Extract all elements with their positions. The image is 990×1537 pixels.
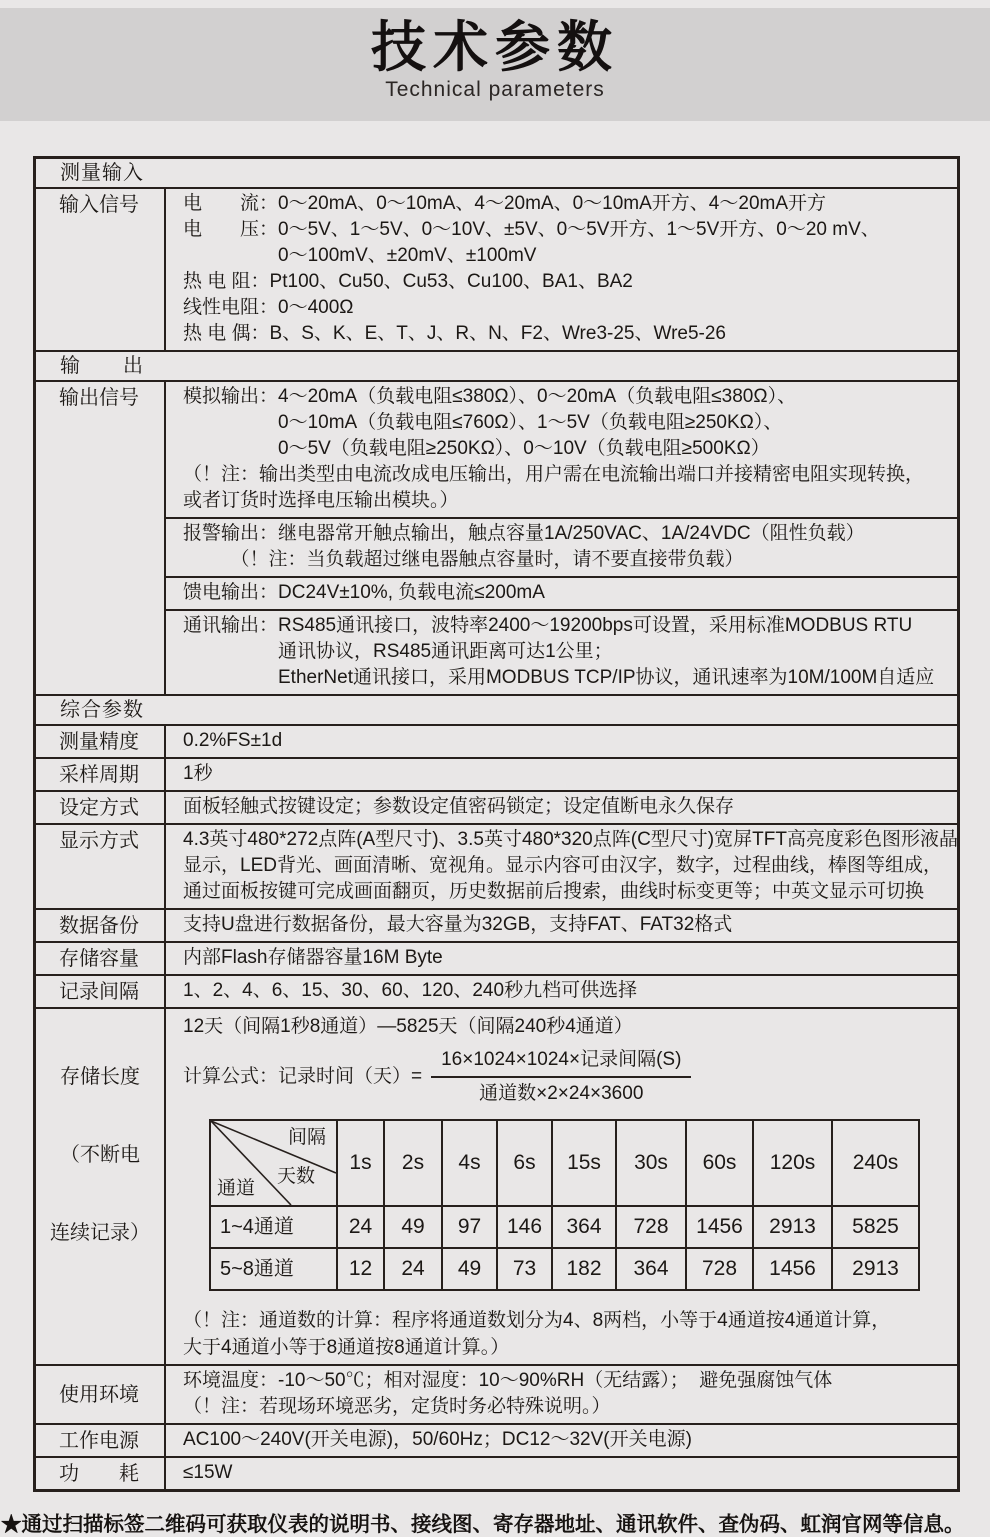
page-title: 技术参数 (370, 16, 619, 78)
row-output-signal (36, 380, 957, 694)
comm-output-block (166, 609, 957, 694)
input-signal-line: 0～100mV、±20mV、±100mV (183, 245, 537, 266)
days-table-col-header: 15s (551, 1121, 615, 1205)
section-measure-input-label: 测量输入 (60, 162, 144, 184)
days-table-cell: 1456 (685, 1207, 752, 1247)
comm-output-line: 通讯协议，RS485通讯距离可达1公里； (183, 641, 613, 662)
storage-note-line: （！注：通道数的计算：程序将通道数划分为4、8两档，小等于4通道按4通道计算， (183, 1310, 891, 1331)
analog-output-line: 0～10mA（负载电阻≤760Ω）、1～5V（负载电阻≥250KΩ）、 (183, 412, 783, 433)
spec-table (33, 156, 960, 1492)
days-table-cell: 97 (441, 1207, 496, 1247)
environment-line: 环境温度：-10～50℃；相对湿度：10～90%RH（无结露）； 避免强腐蚀气体 (183, 1370, 833, 1391)
accuracy-value: 0.2%FS±1d (183, 730, 283, 751)
days-table-col-header: 6s (496, 1121, 551, 1205)
corner-interval-label: 间隔 (287, 1127, 326, 1148)
feed-output-line: 馈电输出：DC24V±10%, 负载电流≤200mA (183, 582, 545, 603)
days-table-cell: 146 (496, 1207, 551, 1247)
analog-output-note: （！注：输出类型由电流改成电压输出，用户需在电流输出端口并接精密电阻实现转换， (183, 464, 925, 485)
capacity-value: 内部Flash存储器容量16M Byte (183, 947, 443, 968)
comm-output-line: 通讯输出：RS485通讯接口，波特率2400～19200bps可设置，采用标准MODBUS RTU (183, 615, 913, 636)
record-interval-label: 记录间隔 (36, 976, 166, 1007)
alarm-output-block (166, 517, 957, 576)
days-table-col-header: 120s (752, 1121, 831, 1205)
days-table-cell: 24 (383, 1249, 441, 1289)
environment-content (166, 1366, 957, 1423)
days-table-col-header: 1s (336, 1121, 383, 1205)
page-subtitle: Technical parameters (385, 78, 605, 101)
backup-label: 数据备份 (36, 910, 166, 941)
storage-formula-prefix: 计算公式：记录时间（天）= (183, 1066, 423, 1087)
days-table-cell: 5825 (831, 1207, 918, 1247)
analog-output-line: 模拟输出：4～20mA（负载电阻≤380Ω）、0～20mA（负载电阻≤380Ω）、 (183, 386, 797, 407)
power-consumption-label: 功 耗 (36, 1458, 166, 1489)
row-power-consumption (36, 1456, 957, 1489)
storage-range: 12天（间隔1秒8通道）—5825天（间隔240秒4通道） (183, 1016, 633, 1037)
days-table-cell: 182 (551, 1249, 615, 1289)
input-signal-content (166, 189, 957, 350)
input-signal-line: 热 电 阻：Pt100、Cu50、Cu53、Cu100、BA1、BA2 (183, 271, 633, 292)
days-table-col-header: 60s (685, 1121, 752, 1205)
storage-days-table (209, 1119, 920, 1291)
alarm-output-note: （！注：当负载超过继电器触点容量时，请不要直接带负载） (183, 549, 744, 570)
page-header-banner (0, 8, 990, 121)
power-supply-value: AC100～240V(开关电源)，50/60Hz；DC12～32V(开关电源) (183, 1429, 692, 1450)
storage-length-label-line: 存储长度 (60, 1066, 140, 1088)
row-record-interval (36, 974, 957, 1007)
days-table-row-label: 5~8通道 (220, 1258, 294, 1280)
row-power-supply (36, 1423, 957, 1456)
days-table-cell: 2913 (752, 1207, 831, 1247)
row-accuracy (36, 724, 957, 757)
days-table-col-header: 30s (615, 1121, 685, 1205)
days-table-row-ch5-8 (211, 1247, 918, 1289)
storage-length-label (36, 1009, 166, 1364)
capacity-label: 存储容量 (36, 943, 166, 974)
storage-formula-fraction (431, 1047, 691, 1107)
storage-notes (183, 1307, 957, 1361)
setting-label: 设定方式 (36, 792, 166, 823)
row-sampling (36, 757, 957, 790)
row-backup (36, 908, 957, 941)
analog-output-block (166, 382, 957, 517)
row-setting (36, 790, 957, 823)
days-table-col-header: 4s (441, 1121, 496, 1205)
input-signal-line: 电 压：0～5V、1～5V、0～10V、±5V、0～5V开方、1～5V开方、0～20 mV、 (183, 219, 880, 240)
section-general (36, 694, 957, 724)
environment-label: 使用环境 (36, 1366, 166, 1423)
sampling-label: 采样周期 (36, 759, 166, 790)
section-output-label: 输 出 (60, 355, 144, 377)
output-signal-label: 输出信号 (36, 382, 166, 694)
feed-output-block (166, 576, 957, 609)
display-content (166, 825, 958, 908)
input-signal-line: 线性电阻：0～400Ω (183, 297, 354, 318)
input-signal-line: 热 电 偶：B、S、K、E、T、J、R、N、F2、Wre3-25、Wre5-26 (183, 323, 726, 344)
days-table-cell: 2913 (831, 1249, 918, 1289)
row-environment (36, 1364, 957, 1423)
display-line: 通过面板按键可完成画面翻页，历史数据前后搜索，曲线时标变更等；中英文显示可切换 (183, 881, 925, 902)
comm-output-line: EtherNet通讯接口，采用MODBUS TCP/IP协议，通讯速率为10M/100M自适应 (183, 667, 935, 688)
qr-info-note: ★通过扫描标签二维码可获取仪表的说明书、接线图、寄存器地址、通讯软件、查伪码、虹润官网等信息。 (1, 1513, 965, 1536)
alarm-output-line: 报警输出：继电器常开触点输出，触点容量1A/250VAC、1A/24VDC（阻性负载） (183, 523, 865, 544)
sampling-value: 1秒 (183, 763, 213, 784)
days-table-cell: 49 (441, 1249, 496, 1289)
days-table-cell: 728 (685, 1249, 752, 1289)
input-signal-label: 输入信号 (36, 189, 166, 350)
days-table-cell: 364 (551, 1207, 615, 1247)
display-line: 4.3英寸480*272点阵(A型尺寸)、3.5英寸480*320点阵(C型尺寸)宽屏TFT高亮度彩色图形液晶 (183, 829, 958, 850)
days-table-cell: 728 (615, 1207, 685, 1247)
days-table-row-ch1-4 (211, 1205, 918, 1247)
fraction-denominator: 通道数×2×24×3600 (431, 1076, 691, 1107)
days-table-cell: 1456 (752, 1249, 831, 1289)
row-storage-length (36, 1007, 957, 1364)
accuracy-label: 测量精度 (36, 726, 166, 757)
fraction-numerator: 16×1024×1024×记录间隔(S) (441, 1049, 682, 1070)
row-input-signal (36, 187, 957, 350)
diagonal-corner-cell (211, 1121, 336, 1205)
output-signal-content (166, 382, 957, 694)
days-table-cell: 24 (336, 1207, 383, 1247)
environment-note: （！注：若现场环境恶劣，定货时务必特殊说明。） (183, 1396, 611, 1417)
backup-value: 支持U盘进行数据备份，最大容量为32GB，支持FAT、FAT32格式 (183, 914, 733, 935)
section-general-label: 综合参数 (60, 699, 144, 721)
days-table-cell: 49 (383, 1207, 441, 1247)
row-capacity (36, 941, 957, 974)
corner-channel-label: 通道 (217, 1178, 256, 1199)
input-signal-line: 电 流：0～20mA、0～10mA、4～20mA、0～10mA开方、4～20mA开方 (183, 193, 827, 214)
storage-length-content (166, 1009, 957, 1364)
record-interval-value: 1、2、4、6、15、30、60、120、240秒九档可供选择 (183, 980, 638, 1001)
days-table-col-header: 240s (831, 1121, 918, 1205)
analog-output-note: 或者订货时选择电压输出模块。） (183, 490, 459, 511)
analog-output-line: 0～5V（负载电阻≥250KΩ）、0～10V（负载电阻≥500KΩ） (183, 438, 770, 459)
days-table-cell: 364 (615, 1249, 685, 1289)
storage-note-line: 大于4通道小等于8通道按8通道计算。） (183, 1337, 510, 1358)
days-table-row-label: 1~4通道 (220, 1216, 294, 1238)
storage-length-label-line: 连续记录） (50, 1222, 150, 1244)
power-consumption-value: ≤15W (183, 1462, 233, 1483)
section-measure-input (36, 159, 957, 187)
days-table-header-row (211, 1121, 918, 1205)
setting-value: 面板轻触式按键设定；参数设定值密码锁定；设定值断电永久保存 (183, 796, 735, 817)
days-table-cell: 73 (496, 1249, 551, 1289)
section-output (36, 350, 957, 380)
row-display (36, 823, 957, 908)
corner-days-label: 天数 (276, 1166, 315, 1187)
display-label: 显示方式 (36, 825, 166, 908)
display-line: 显示，LED背光、画面清晰、宽视角。显示内容可由汉字，数字，过程曲线，棒图等组成， (183, 855, 942, 876)
days-table-col-header: 2s (383, 1121, 441, 1205)
storage-length-label-line: （不断电 (60, 1144, 140, 1166)
days-table-cell: 12 (336, 1249, 383, 1289)
power-supply-label: 工作电源 (36, 1425, 166, 1456)
storage-formula (183, 1047, 957, 1107)
